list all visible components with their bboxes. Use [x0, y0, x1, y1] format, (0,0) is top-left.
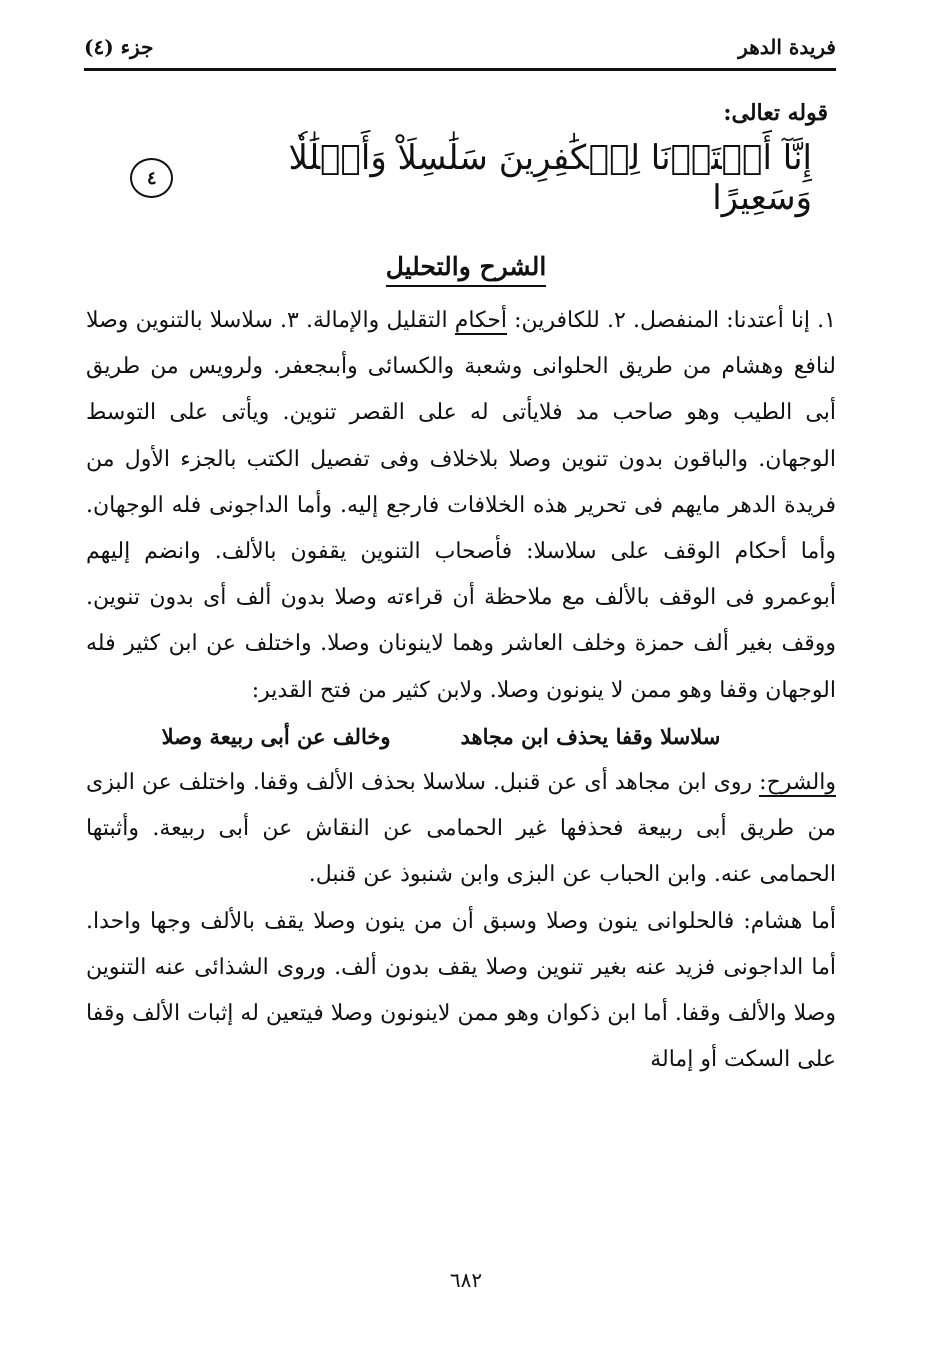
ayah-number: ٤ [146, 167, 157, 189]
section-heading [0, 252, 932, 281]
ayah-number-icon [130, 158, 173, 198]
term-kafirin: للكافرين: [514, 308, 600, 333]
paragraph-1-text-a: المنفصل. ٢. [599, 308, 727, 333]
paragraph-3: أما هشام: فالحلوانى ينون وصلا وسبق أن من ينون وصلا يقف بالألف وجها واحدا. أما الداجونى فزيد عنه بغير تنوين وصلا يقف بدون ألف. وروى الشذائى عنه التنوين وصلا والألف وقفا. أما ابن ذكوان وهو ممن لاينونون وصلا فيتعين له إثبات الألف وقفا على السكت أو إمالة [86, 908, 836, 1073]
quran-verse [130, 138, 812, 218]
paragraph-1-text-c: التقليل والإمالة. ٣. سلاسلا بالتنوين وصلا لنافع وهشام من طريق الحلوانى وشعبة والكسائى وأبىجعفر. ولرويس من طريق أبى الطيب وهو صاحب مد فلايأتى له على القصر تنوين. ويأتى على التوسط الوجهان. والباقون بدون تنوين وصلا بلاخلاف وفى تفصيل الكتب بالجزء الأول من فريدة الدهر مايهم فى تحرير هذه الخلافات فارجع إليه. وأما الداجونى فله الوجهان. وأما أحكام الوقف على سلاسلا: فأصحاب التنوين يقفون بالألف. وانضم إليهم أبوعمرو فى الوقف بالألف مع ملاحظة أن قراءته وصلا بدون ألف أى بدون تنوين. ووقف بغير ألف حمزة وخلف العاشر وهما لاينونان وصلا. واختلف عن ابن كثير فله الوجهان وقفا وهو ممن لا ينونون وصلا. ولابن كثير من فتح القدير: [86, 308, 836, 703]
verse-intro: قوله تعالى: [723, 100, 828, 126]
paragraph-2 [86, 760, 836, 899]
body-text [86, 298, 836, 1083]
term-sharh: والشرح: [759, 770, 836, 796]
book-title: فريدة الدهر [738, 35, 836, 59]
term-ahkam: أحكام [454, 308, 507, 333]
paragraph-2-text: روى ابن مجاهد أى عن قنبل. سلاسلا بحذف الألف وقفا. واختلف عن البزى من طريق أبى ربيعة فحذفها غير الحمامى عن النقاش عن أبى ربيعة. وأثبتها الحمامى عنه. وابن الحباب عن البزى وابن شنبوذ عن قنبل. [86, 770, 836, 888]
section-heading-text: الشرح والتحليل [386, 252, 547, 287]
page-number: ٦٨٢ [449, 1268, 483, 1292]
verse-text: إِنَّآ أَعۡتَدۡنَا لِلۡكَٰفِرِينَ سَلَٰسِلَاْ وَأَغۡلَٰلٗا وَسَعِيرًا [288, 138, 812, 218]
part-label: جزء (٤) [84, 35, 154, 59]
poem-verse [86, 714, 836, 760]
term-inna: إنا أعتدنا: [726, 308, 810, 333]
lead-number: ١. [817, 308, 836, 333]
running-header [84, 30, 836, 64]
paragraph-1 [86, 298, 836, 714]
hemistich-1: سلاسلا وقفا يحذف ابن مجاهد [460, 723, 721, 749]
hemistich-2: وخالف عن أبى ربيعة وصلا [161, 723, 391, 749]
header-rule [84, 68, 836, 71]
